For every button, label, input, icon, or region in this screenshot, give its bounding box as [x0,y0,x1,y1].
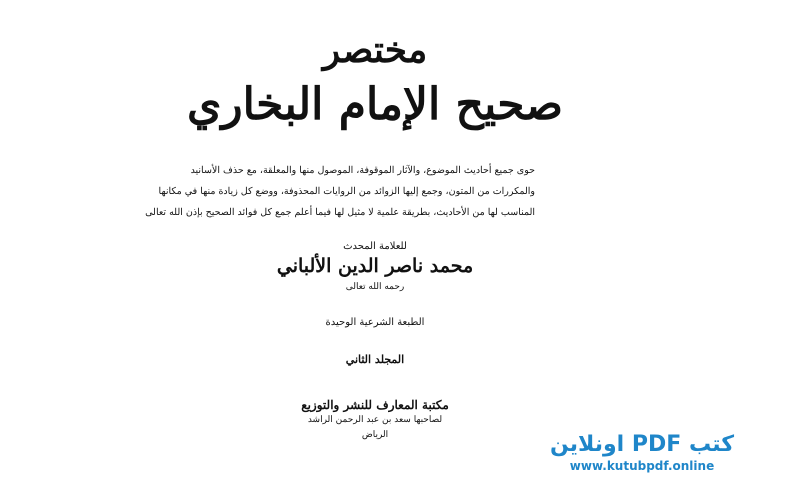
edition-label: الطبعة الشرعية الوحيدة [325,317,425,328]
publisher-name: مكتبة المعارف للنشر والتوزيع [301,398,449,412]
volume-label: المجلد الثاني [345,353,405,366]
book-title: صحيح الإمام البخاري [186,79,564,130]
author-by-line: للعلامة المحدث [343,241,407,252]
description-line: المناسب لها من الأحاديث، بطريقة علمية لا مثيل لها فيما أعلم جمع كل فوائد الصحيح بإذن الله تعالى [145,207,535,218]
book-description [145,160,535,223]
publisher-city: الرياض [361,430,389,440]
watermark [542,432,742,474]
watermark-url: www.kutubpdf.online [569,459,715,473]
author-name: محمد ناصر الدين الألباني [276,255,474,277]
title-mukhtasar: مختصر [322,29,428,71]
description-line: حوى جميع أحاديث الموضوع، والآثار الموقوفة، الموصول منها والمعلقة، مع حذف الأسانيد [190,165,535,176]
author-honorific: رحمه الله تعالى [345,282,405,292]
description-line: والمكررات من المتون، وجمع إليها الزوائد من الروايات المحذوفة، ووضع كل زيادة منها في مكانها [158,186,535,197]
publisher-owner: لصاحبها سعد بن عبد الرحمن الراشد [307,415,443,425]
watermark-logo: كتب PDF اونلاين [549,432,735,457]
